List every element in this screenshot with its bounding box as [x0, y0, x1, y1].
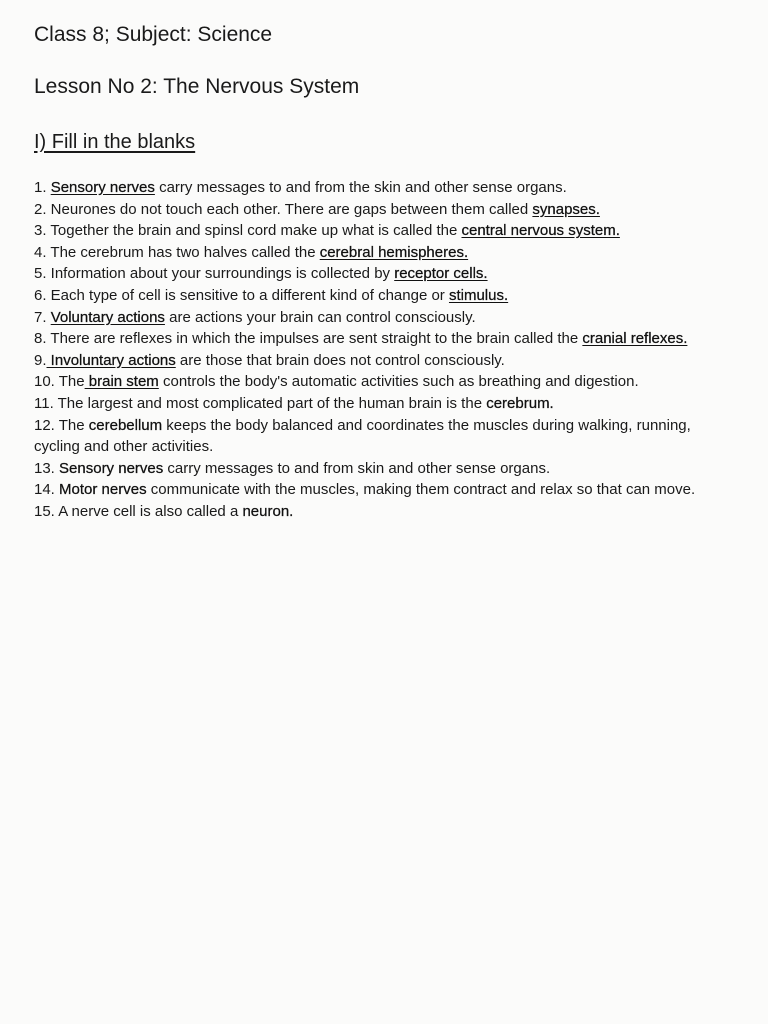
item-text: keeps the body balanced and coordinates the muscles during walking, running, cycling and other activities. [34, 416, 691, 456]
answer: Sensory nerves [50, 179, 155, 196]
answer: cerebrum. [486, 394, 554, 412]
list-item [34, 177, 734, 199]
item-text: 15. A nerve cell is also called a [34, 502, 243, 520]
list-item [34, 415, 734, 458]
section-title: I) Fill in the blanks [34, 131, 196, 153]
answer: Motor nerves [59, 481, 147, 499]
lesson-heading: Lesson No 2: The Nervous System [34, 75, 360, 98]
list-item [34, 458, 734, 480]
item-text: are those that brain does not control consciously. [175, 351, 505, 369]
item-text: carry messages to and from skin and other sense organs. [163, 459, 551, 477]
list-item [34, 501, 734, 523]
answer: Voluntary actions [50, 308, 165, 326]
list-item [34, 199, 734, 221]
answer: synapses. [532, 200, 600, 218]
item-text: controls the body's automatic activities such as breathing and digestion. [158, 373, 639, 391]
answer: stimulus. [448, 286, 509, 304]
list-item [34, 242, 734, 264]
answer: receptor cells. [394, 265, 488, 283]
list-item [34, 479, 734, 501]
answer: cerebral hemispheres. [319, 243, 469, 261]
list-item [34, 350, 734, 372]
answer: brain stem [84, 373, 159, 391]
answer: Sensory nerves [59, 459, 164, 477]
item-text: 9. [34, 351, 47, 369]
list-item [34, 393, 734, 415]
item-text: 8. There are reflexes in which the impulses are sent straight to the brain called the [34, 330, 583, 348]
list-item [34, 263, 734, 285]
item-text: 3. Together the brain and spinsl cord make up what is called the [34, 222, 462, 240]
item-text: 13. [34, 459, 60, 477]
answer: central nervous system. [461, 222, 620, 240]
item-text: 11. The largest and most complicated part of the human brain is the [34, 394, 487, 412]
item-text: 12. The [34, 416, 89, 434]
item-text: 10. The [34, 373, 85, 391]
list-item [34, 285, 734, 307]
item-text: 5. Information about your surroundings is collected by [34, 265, 395, 283]
item-text: carry messages to and from the skin and other sense organs. [154, 179, 567, 196]
item-text: 7. [34, 308, 51, 326]
list-item [34, 220, 734, 242]
item-text: 6. Each type of cell is sensitive to a different kind of change or [34, 286, 449, 304]
item-text: 4. The cerebrum has two halves called the [34, 243, 320, 261]
item-text: 14. [34, 481, 60, 499]
item-text: 1. [34, 179, 51, 196]
item-text: 2. Neurones do not touch each other. There are gaps between them called [34, 200, 533, 218]
answer: cranial reflexes. [582, 330, 688, 348]
item-text: are actions your brain can control consciously. [164, 308, 476, 326]
list-item [34, 328, 734, 350]
class-subject-heading: Class 8; Subject: Science [34, 23, 273, 46]
answer: neuron. [242, 502, 294, 520]
list-item [34, 371, 734, 393]
list-item [34, 307, 734, 329]
item-text: communicate with the muscles, making them contract and relax so that can move. [146, 481, 696, 499]
answer: cerebellum [88, 416, 163, 434]
answer: Involuntary actions [46, 351, 176, 369]
fill-in-blanks-list [34, 177, 734, 523]
